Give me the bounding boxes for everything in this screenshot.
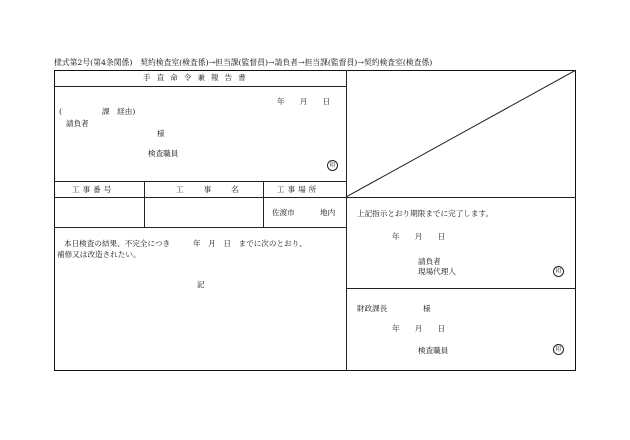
column-separator-1: [144, 181, 145, 227]
title-row-line: [54, 86, 346, 87]
report-title: 手直命令兼報告書: [143, 73, 252, 82]
column-separator-2: [263, 181, 264, 227]
finance-date: 年 月 日: [392, 324, 446, 333]
notice-ki: 記: [197, 280, 205, 289]
completion-contractor: 請負者: [418, 257, 441, 266]
form-title: 様式第2号(第4条関係) 契約検査室(検査係)→担当課(監督員)→請負者→担当課(監督員)→契約検査室(検査係): [54, 58, 433, 67]
column-header-top-line: [54, 181, 346, 182]
notice-line-1: 本日検査の結果、不完全につき 年 月 日 までに次のとおり、: [64, 239, 307, 248]
report-date: 年 月 日: [277, 97, 331, 106]
void-diagonal-line: [346, 70, 576, 197]
finance-inspector-seal-icon: 印: [553, 344, 564, 355]
agent-seal-icon: 印: [553, 266, 564, 277]
completion-agent: 現場代理人: [418, 267, 456, 276]
right-upper-line: [346, 197, 576, 198]
place-suffix: 地内: [320, 208, 336, 217]
place-city: 佐渡市: [272, 208, 295, 217]
notice-line-2: 補修又は改造されたい。: [57, 250, 141, 259]
column-work-number: 工事番号: [72, 185, 115, 194]
column-work-name: 工事名: [176, 185, 259, 194]
contractor-label: 請負者: [66, 119, 89, 128]
void-diagonal: [346, 70, 576, 197]
completion-date: 年 月 日: [392, 232, 446, 241]
right-lower-line: [346, 288, 576, 289]
column-header-bottom-line: [54, 197, 346, 198]
data-row-bottom-line: [54, 227, 346, 228]
via-paren-open: (: [59, 107, 62, 116]
via-department: 課 経由): [102, 107, 136, 116]
finance-inspector: 検査職員: [418, 346, 449, 355]
inspector-label: 検査職員: [148, 149, 179, 158]
completion-text: 上記指示とおり期限までに完了します。: [357, 209, 494, 218]
contractor-sama: 様: [157, 129, 165, 138]
finance-chief: 財政課長: [357, 304, 388, 313]
inspector-seal-icon: 印: [327, 160, 338, 171]
column-work-place: 工事場所: [277, 185, 320, 194]
finance-sama: 様: [423, 304, 431, 313]
